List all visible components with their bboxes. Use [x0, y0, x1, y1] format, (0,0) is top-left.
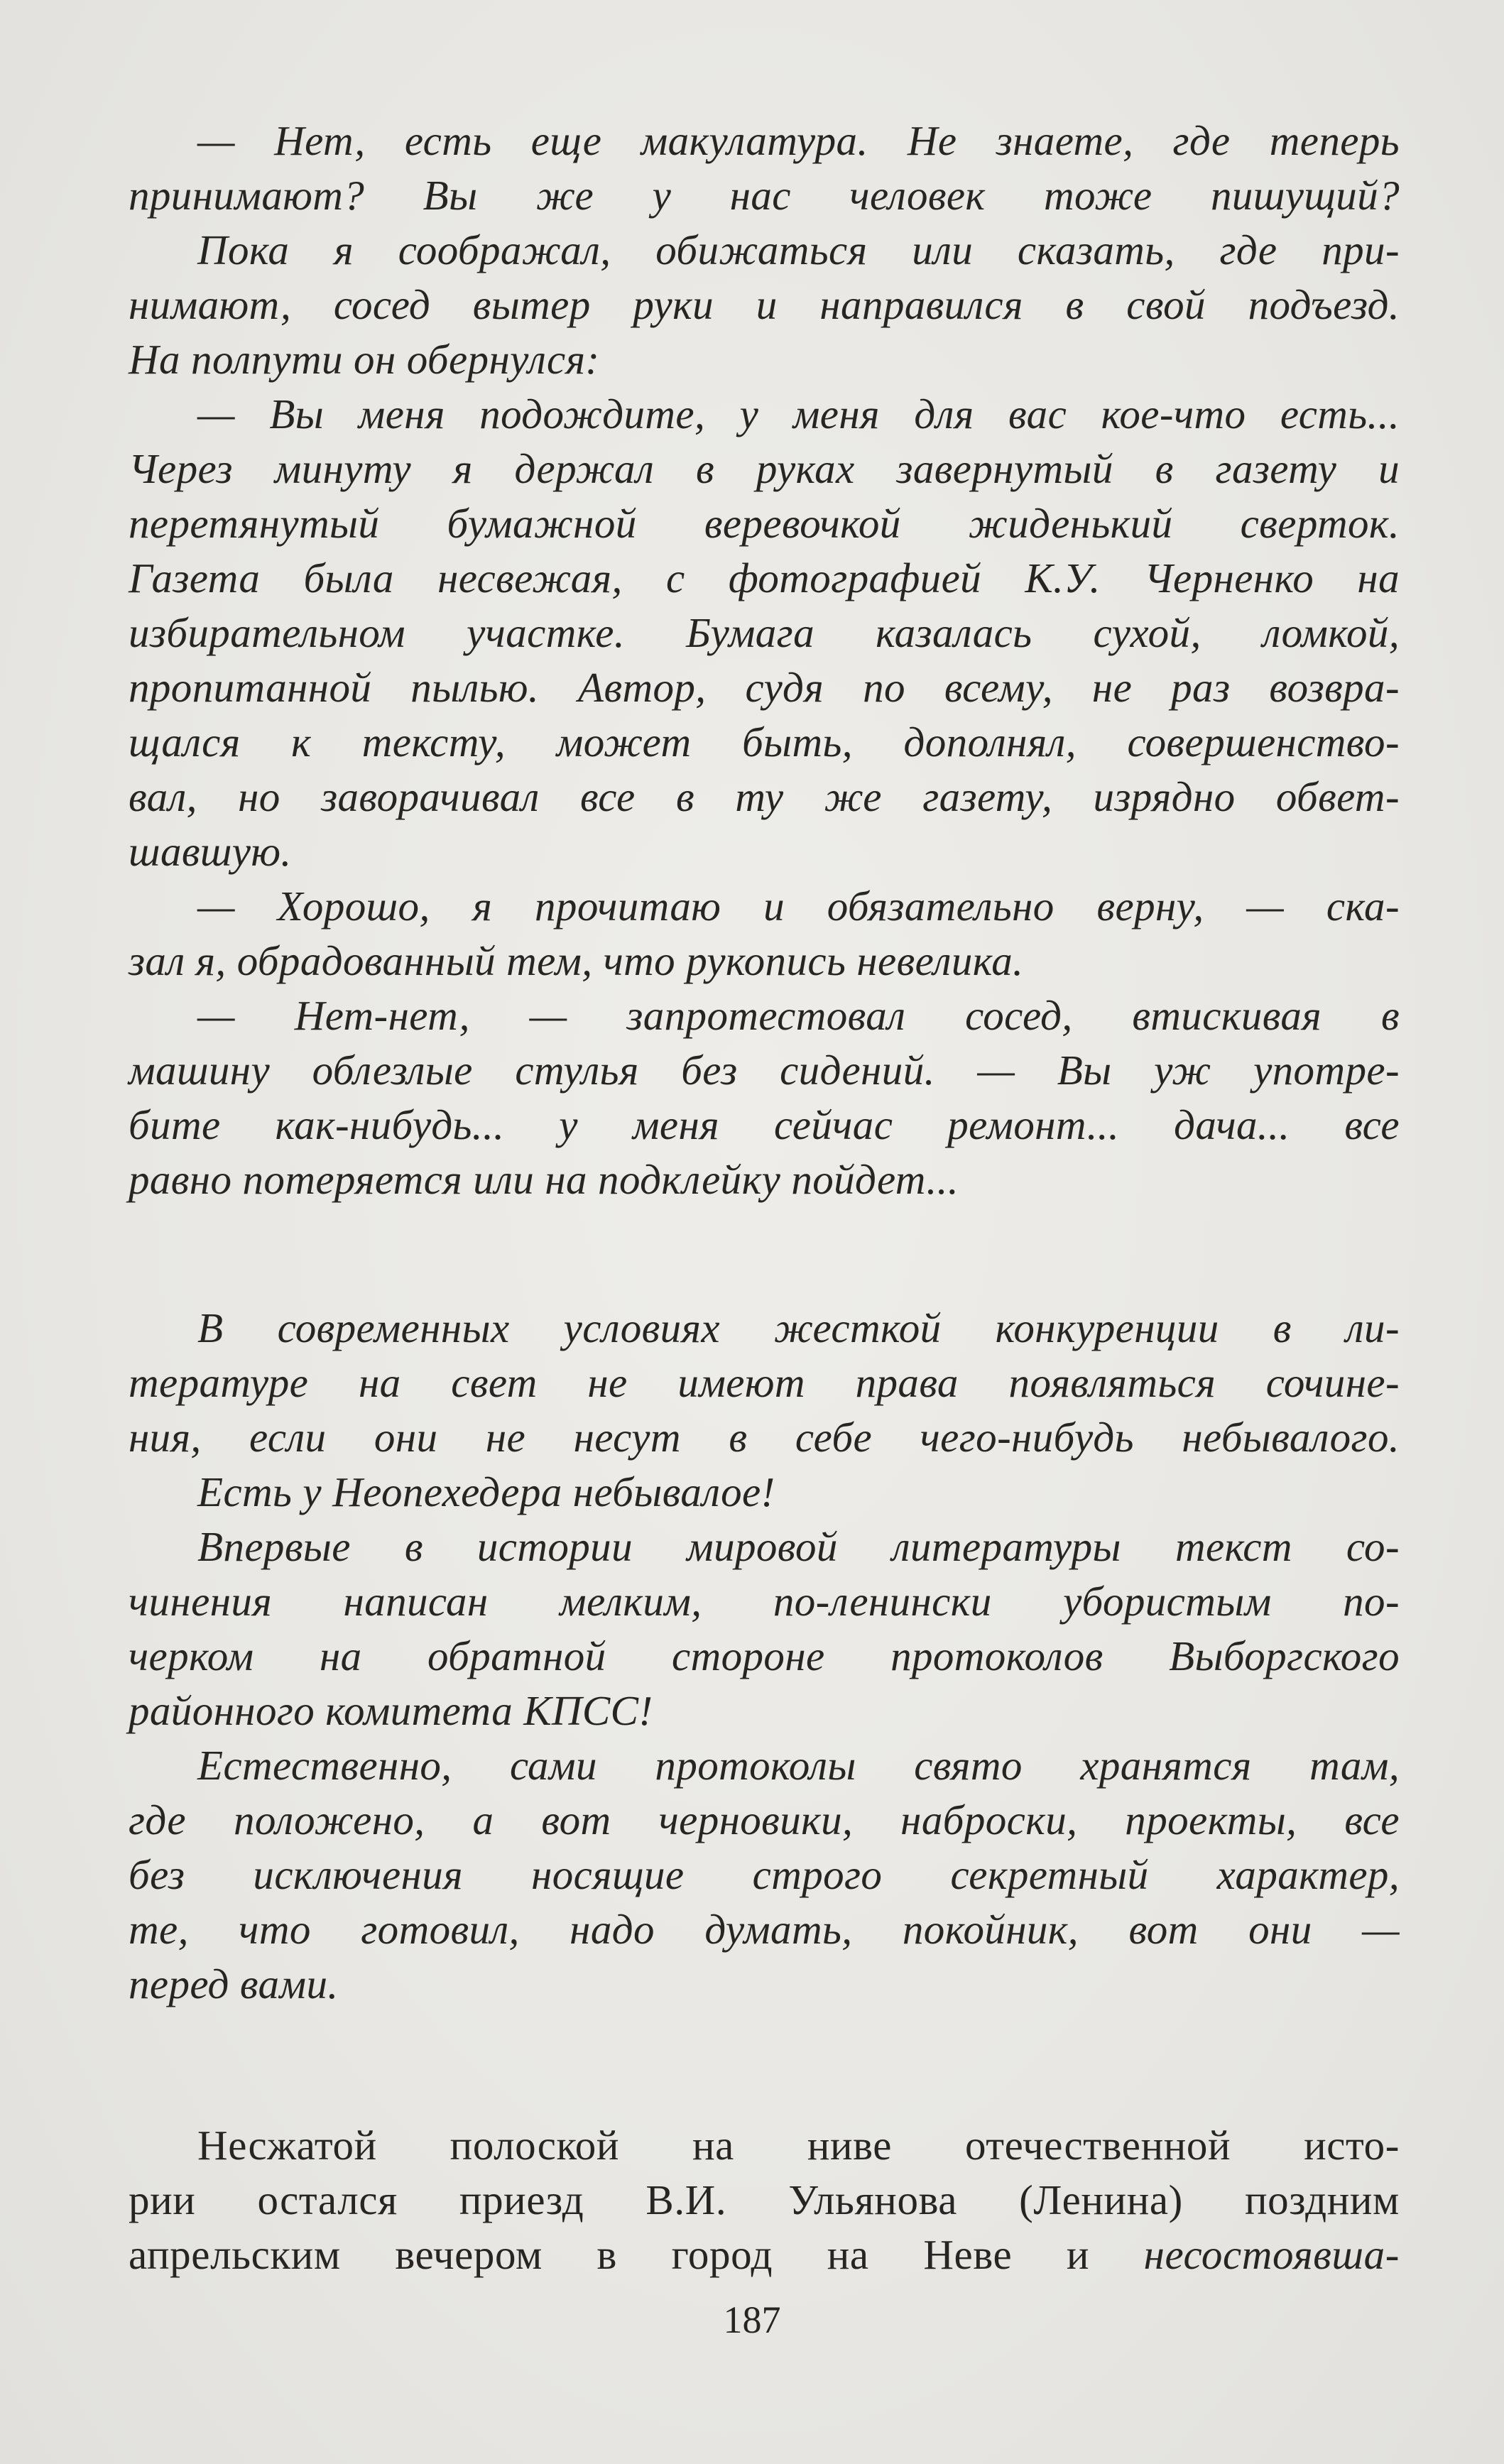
text-line: Есть у Неопехедера небывалое!: [197, 1468, 775, 1515]
text-line: нимают, сосед вытер руки и направился в свой подъезд.: [129, 281, 1400, 328]
text-line: перетянутый бумажной веревочкой жиденький сверток.: [129, 500, 1400, 547]
text-line: — Нет, есть еще макулатура. Не знаете, где теперь: [197, 117, 1400, 164]
text-line: — Хорошо, я прочитаю и обязательно верну, — ска-: [197, 883, 1400, 930]
text-line: те, что готовил, надо думать, покойник, вот они —: [129, 1906, 1400, 1953]
page-number: 187: [723, 2299, 781, 2341]
italic-word: несостоявша-: [1143, 2231, 1400, 2278]
text-line: щался к тексту, может быть, дополнял, совершенство-: [129, 719, 1400, 765]
text-line: чинения написан мелким, по-ленински убористым по-: [129, 1578, 1400, 1625]
text-line: принимают? Вы же у нас человек тоже пишущий?: [129, 172, 1400, 219]
text-line: Несжатой полоской на ниве отечественной исто-: [197, 2122, 1400, 2169]
text-line: — Нет-нет, — запротестовал сосед, втискивая в: [197, 992, 1400, 1039]
text-line: тературе на свет не имеют права появляться сочине-: [129, 1359, 1400, 1406]
text-line: [129, 2228, 1400, 2282]
text-line: машину облезлые стулья без сидений. — Вы уж употре-: [129, 1047, 1400, 1094]
text-line: В современных условиях жесткой конкуренции в ли-: [197, 1304, 1400, 1351]
text-line: рии остался приезд В.И. Ульянова (Ленина) поздним: [129, 2176, 1400, 2223]
text-line: На полпути он обернулся:: [129, 336, 600, 383]
text-line: Впервые в истории мировой литературы текст со-: [197, 1523, 1400, 1570]
text-line: районного комитета КПСС!: [129, 1687, 653, 1734]
text-line: равно потеряется или на подклейку пойдет...: [129, 1156, 959, 1203]
text-line: ния, если они не несут в себе чего-нибудь небывалого.: [129, 1414, 1400, 1461]
text-line: где положено, а вот черновики, наброски, проекты, все: [129, 1797, 1400, 1843]
text-line: без исключения носящие строго секретный характер,: [129, 1851, 1400, 1898]
text-line: Пока я соображал, обижаться или сказать, где при-: [197, 227, 1400, 273]
text-line: бите как-нибудь... у меня сейчас ремонт... дача... все: [129, 1101, 1400, 1148]
text-line: зал я, обрадованный тем, что рукопись невелика.: [129, 937, 1024, 984]
text-line: шавшую.: [129, 828, 292, 875]
text-line: вал, но заворачивал все в ту же газету, изрядно обвет-: [129, 773, 1400, 820]
text-line: Через минуту я держал в руках завернутый в газету и: [129, 445, 1400, 492]
text-segment: апрельским вечером в город на Неве и: [129, 2231, 1144, 2278]
text-line: Естественно, сами протоколы свято хранятся там,: [197, 1742, 1400, 1789]
text-line: избирательном участке. Бумага казалась сухой, ломкой,: [129, 609, 1400, 656]
text-line: черком на обратной стороне протоколов Выборгского: [129, 1632, 1400, 1679]
text-line: Газета была несвежая, с фотографией К.У. Черненко на: [129, 555, 1400, 601]
text-line: пропитанной пылью. Автор, судя по всему, не раз возвра-: [129, 664, 1400, 711]
text-line: — Вы меня подождите, у меня для вас кое-что есть...: [197, 391, 1400, 437]
text-line: перед вами.: [129, 1961, 339, 2007]
